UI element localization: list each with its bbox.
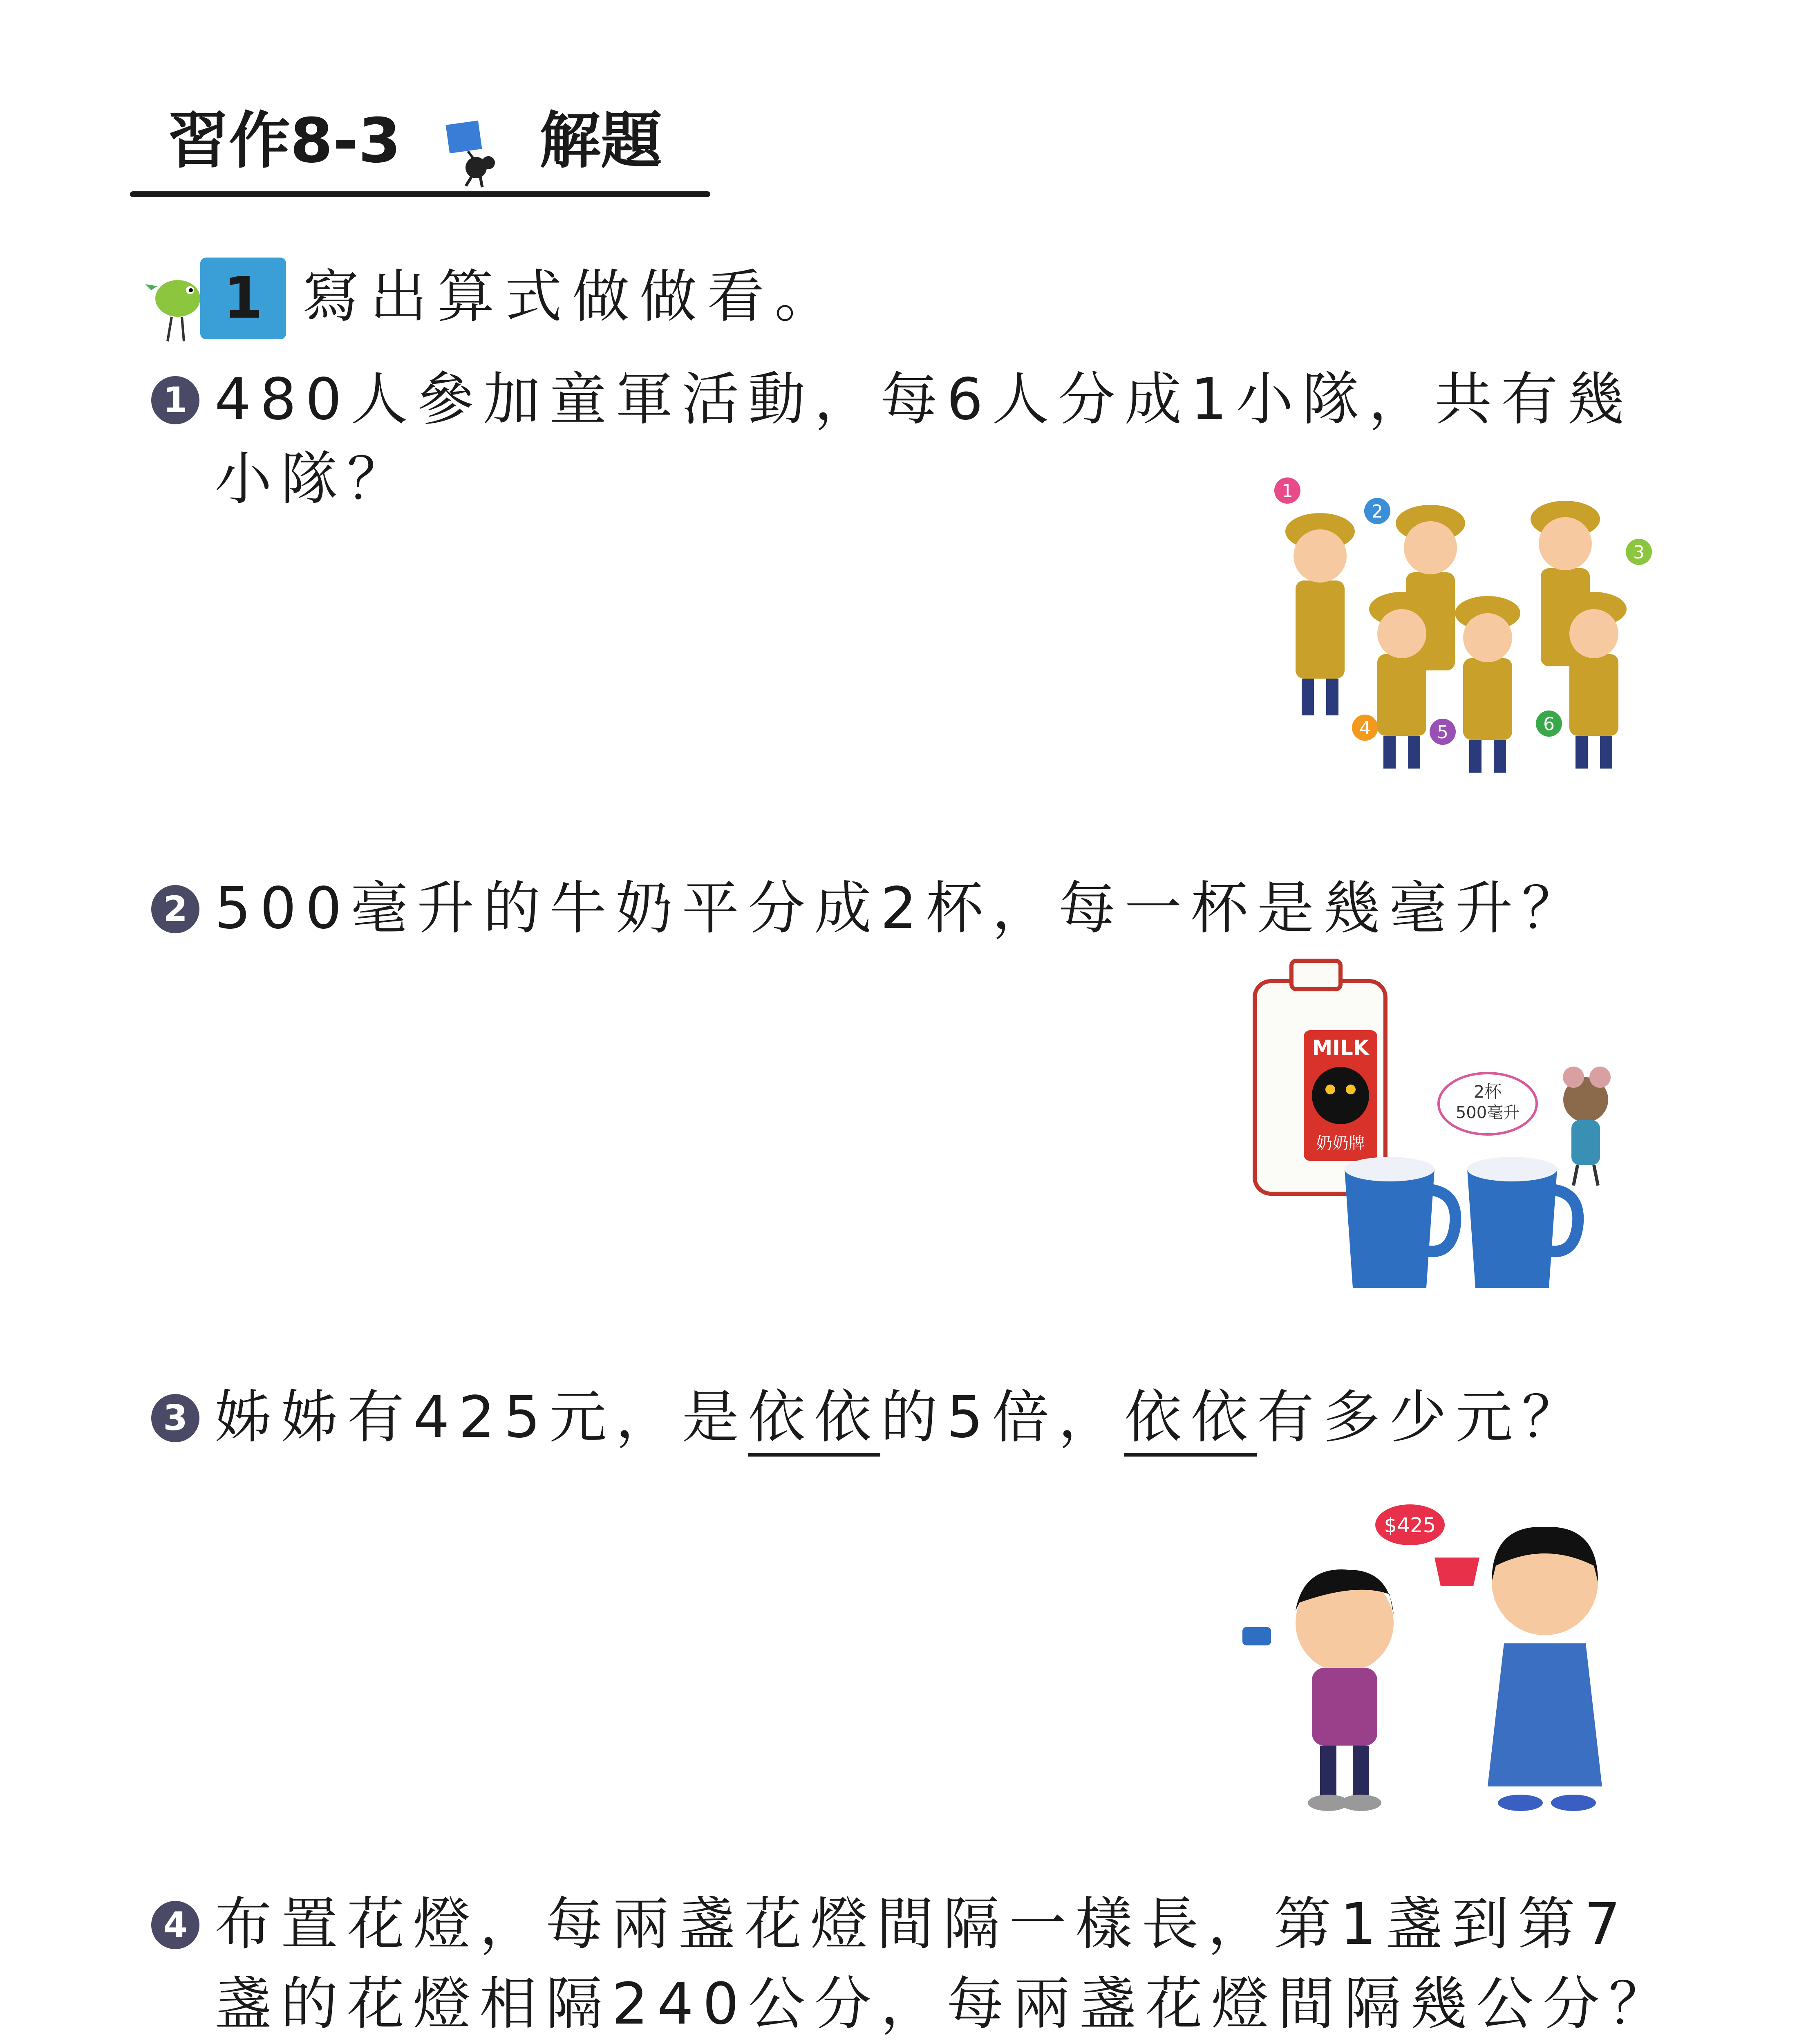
problem-text: 500毫升的牛奶平分成2杯，每一杯是幾毫升？ (215, 875, 1588, 942)
problem-text: 布置花燈，每兩盞花燈間隔一樣長，第1盞到第7盞的花燈相隔240公分，每兩盞花燈間隔幾公分？ (215, 1891, 1675, 2037)
speech-bubble-line2: 500毫升 (1455, 1103, 1520, 1122)
scouts-illustration (1271, 474, 1663, 793)
page-subtitle: 解題 (539, 105, 662, 177)
speech-bubble-line1: 2杯 (1473, 1082, 1502, 1102)
header-divider (130, 191, 710, 197)
problem-number: 3 (151, 1394, 199, 1442)
milk-illustration (1238, 957, 1663, 1320)
problem-text: 480人參加童軍活動，每6人分成1小隊，共有幾小隊？ (215, 366, 1634, 513)
milk-label: MILK (1312, 1036, 1369, 1060)
scout-badge-5: 5 (1437, 722, 1448, 743)
sisters-illustration (1234, 1488, 1663, 1815)
scout-badge-2: 2 (1372, 501, 1383, 522)
problem-text (215, 1378, 1678, 1457)
page-title: 習作8-3 (168, 105, 401, 177)
problem-number: 4 (151, 1901, 199, 1949)
scout-badge-3: 3 (1633, 542, 1645, 563)
underlined-name: 依依 (1124, 1384, 1257, 1457)
problem-text-part: 有多少元？ (1257, 1384, 1588, 1451)
instruction-text: 寫出算式做做看。 (302, 264, 842, 330)
exercise-number-badge: 1 (200, 258, 286, 339)
scout-badge-4: 4 (1359, 718, 1371, 739)
bird-icon (143, 262, 208, 343)
underlined-name: 依依 (748, 1384, 880, 1457)
problem-text-part: 的5倍， (880, 1384, 1125, 1451)
bug-flag-icon (443, 119, 505, 188)
problem-number: 2 (151, 885, 199, 933)
scout-badge-6: 6 (1543, 714, 1555, 735)
problem-number: 1 (151, 376, 199, 424)
milk-brand: 奶奶牌 (1316, 1134, 1365, 1153)
price-tag: $425 (1384, 1513, 1436, 1537)
scout-badge-1: 1 (1282, 481, 1293, 502)
problem-text-part: 姊姊有425元，是 (215, 1384, 748, 1451)
